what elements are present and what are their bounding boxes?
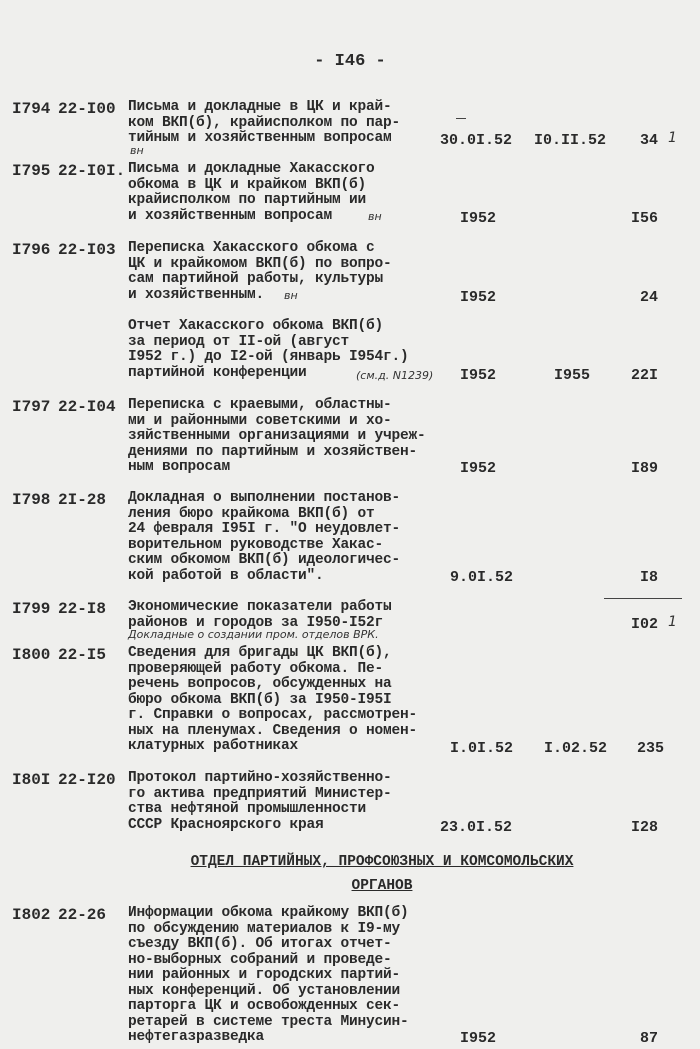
entry-code: 22-I00 — [58, 100, 116, 118]
entry-description: Переписка Хакасского обкома с ЦК и крайкомом ВКП(б) по вопро- сам партийной работы, культуры и хозяйственным. — [128, 240, 392, 303]
entry-code: 22-I20 — [58, 771, 116, 789]
entry-number: I800 — [12, 646, 51, 664]
entry-date-end: I955 — [554, 367, 591, 384]
entry-count: 24 — [639, 289, 658, 306]
entry-number: I799 — [12, 600, 51, 618]
entry-count: 22I — [630, 367, 658, 384]
entry-mark: 1 — [668, 614, 677, 630]
entry-description: Информации обкома крайкому ВКП(б) по обсуждению материалов к I9-му съезду ВКП(б). Об итогах отчет- но-выборных собраний и проведе- нии районных и городских партий- ных конференций. Об установлении парторга ЦК и освобожденных сек- ретарей в системе треста Минусин- нефтегазразведка — [128, 905, 409, 1045]
entry-number: I795 — [12, 162, 51, 180]
entry-code: 22-I03 — [58, 241, 116, 259]
entry-date-start: I952 — [460, 1030, 497, 1047]
entry-count: 235 — [636, 740, 664, 757]
entry-description: Письма и докладные Хакасского обкома в ЦК и крайком ВКП(б) крайисполком по партийным ии и хозяйственным вопросам — [128, 161, 375, 224]
entry-number: I80I — [12, 771, 51, 789]
divider-line — [604, 598, 682, 599]
entry-date-start: I952 — [460, 367, 497, 384]
entry-code: 22-I5 — [58, 646, 107, 664]
entry-mark: 1 — [668, 130, 677, 146]
page-number: - I46 - — [314, 52, 386, 71]
entry-number: I802 — [12, 906, 51, 924]
entry-note: вн — [368, 210, 382, 223]
entry-count: I28 — [630, 819, 658, 836]
entry-description: Экономические показатели работы районов и городов за I950-I52г — [128, 599, 392, 631]
entry-number: I796 — [12, 241, 51, 259]
entry-date-start: I.0I.52 — [450, 740, 514, 757]
entry-count: I89 — [630, 460, 658, 477]
entry-date-start: I952 — [460, 289, 497, 306]
entry-date-end: I0.II.52 — [534, 132, 607, 149]
entry-description: Письма и докладные в ЦК и край- ком ВКП(б), крайисполком по пар- тийным и хозяйственным вопросам — [128, 99, 401, 146]
entry-code: 22-I0I. — [58, 162, 126, 180]
entry-description: Докладная о выполнении постанов- ления бюро крайкома ВКП(б) от 24 февраля I95I г. "О неудовлет- ворительном руководстве Хакас- ским обкомом ВКП(б) идеологичес- кой работой в области". — [128, 490, 401, 584]
entry-count: 34 — [639, 132, 658, 149]
entry-date-start: 30.0I.52 — [440, 132, 513, 149]
dash-mark — [456, 118, 466, 119]
entry-note: (см.д. N1239) — [356, 369, 434, 382]
entry-count: I02 — [630, 616, 658, 633]
entry-date-start: 9.0I.52 — [450, 569, 514, 586]
entry-number: I794 — [12, 100, 51, 118]
entry-number: I797 — [12, 398, 51, 416]
entry-description: Отчет Хакасского обкома ВКП(б) за период от II-ой (август I952 г.) до I2-ой (январь I954г.) партийной конференции — [128, 318, 409, 381]
entry-date-start: I952 — [460, 210, 497, 227]
entry-number: I798 — [12, 491, 51, 509]
entry-description: Протокол партийно-хозяйственно- го актива предприятий Министер- ства нефтяной промышленности СССР Красноярского края — [128, 770, 392, 833]
entry-note: Докладные о создании пром. отделов ВРК. — [128, 628, 379, 641]
entry-code: 22-I04 — [58, 398, 116, 416]
entry-description: Сведения для бригады ЦК ВКП(б), проверяющей работу обкома. Пе- речень вопросов, обсужденных на бюро обкома ВКП(б) за I950-I95I г. Справки о вопросах, рассмотрен- ных на пленумах. Сведения о номен- клатурных работниках — [128, 645, 418, 754]
entry-code: 2I-28 — [58, 491, 107, 509]
entry-count: 87 — [639, 1030, 658, 1047]
entry-date-end: I.02.52 — [544, 740, 608, 757]
entry-date-start: 23.0I.52 — [440, 819, 513, 836]
section-title: ОТДЕЛ ПАРТИЙНЫХ, ПРОФСОЮЗНЫХ И КОМСОМОЛЬСКИХ ОРГАНОВ — [190, 854, 574, 894]
entry-count: I56 — [630, 210, 658, 227]
entry-code: 22-26 — [58, 906, 107, 924]
entry-count: I8 — [639, 569, 658, 586]
entry-description: Переписка с краевыми, областны- ми и районными советскими и хо- зяйственными организациями и учреж- дениями по партийным и хозяйствен- ным вопросам — [128, 397, 426, 475]
entry-note: вн — [284, 289, 298, 302]
entry-note: вн — [130, 144, 144, 157]
entry-date-start: I952 — [460, 460, 497, 477]
entry-code: 22-I8 — [58, 600, 107, 618]
